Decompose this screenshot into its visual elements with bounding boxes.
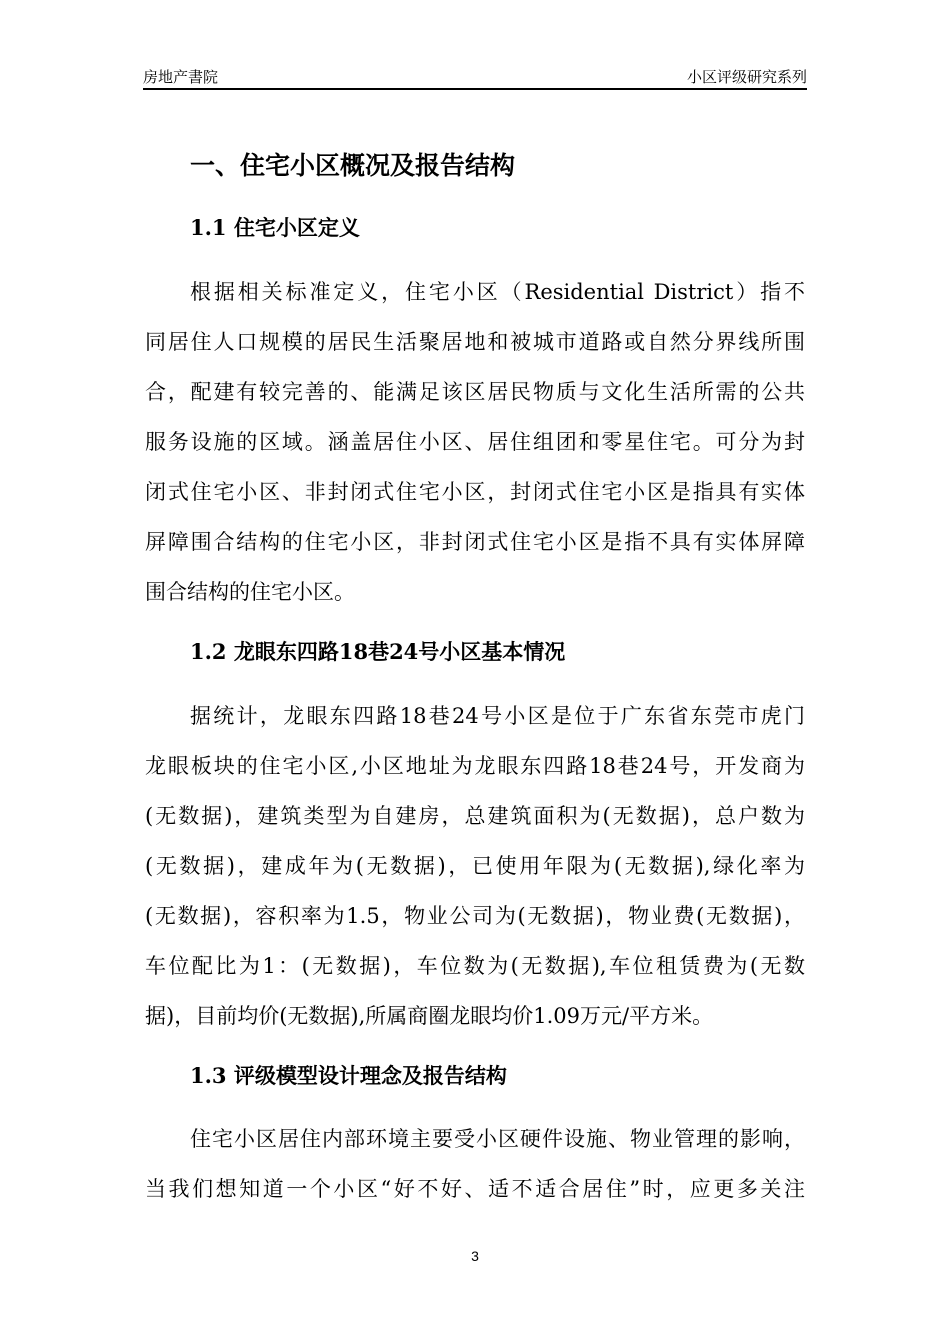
paragraph-line: 同居住人口规模的居民生活聚居地和被城市道路或自然分界线所围 — [145, 330, 805, 354]
section-title: 1.3 评级模型设计理念及报告结构 — [190, 1063, 507, 1088]
chapter-title: 一、住宅小区概况及报告结构 — [190, 151, 516, 180]
paragraph-line: 闭式住宅小区、非封闭式住宅小区，封闭式住宅小区是指具有实体 — [145, 480, 805, 504]
header-right: 小区评级研究系列 — [686, 68, 807, 86]
header-left: 房地产書院 — [143, 68, 219, 86]
paragraph-line: 龙眼板块的住宅小区,小区地址为龙眼东四路18巷24号，开发商为 — [145, 754, 805, 778]
paragraph-line: 当我们想知道一个小区“好不好、适不适合居住”时，应更多关注 — [145, 1177, 805, 1201]
paragraph-line: 据)，目前均价(无数据),所属商圈龙眼均价1.09万元/平方米。 — [145, 1004, 714, 1028]
paragraph-line: 住宅小区居住内部环境主要受小区硬件设施、物业管理的影响， — [190, 1127, 805, 1151]
paragraph-line: 服务设施的区域。涵盖居住小区、居住组团和零星住宅。可分为封 — [145, 430, 805, 454]
paragraph-line: 围合结构的住宅小区。 — [145, 580, 355, 604]
paragraph-line: (无数据)，建成年为(无数据)，已使用年限为(无数据),绿化率为 — [145, 854, 805, 878]
paragraph-line: 根据相关标准定义，住宅小区（Residential District）指不 — [190, 280, 805, 304]
paragraph-line: (无数据)，容积率为1.5，物业公司为(无数据)，物业费(无数据)， — [145, 904, 805, 928]
section-title: 1.2 龙眼东四路18巷24号小区基本情况 — [190, 639, 566, 664]
paragraph-line: 合，配建有较完善的、能满足该区居民物质与文化生活所需的公共 — [145, 380, 805, 404]
paragraph-line: 屏障围合结构的住宅小区，非封闭式住宅小区是指不具有实体屏障 — [145, 530, 805, 554]
paragraph-line: 据统计，龙眼东四路18巷24号小区是位于广东省东莞市虎门 — [190, 704, 805, 728]
header-divider — [143, 88, 807, 90]
page-number: 3 — [471, 1248, 479, 1264]
paragraph-line: 车位配比为1：(无数据)，车位数为(无数据),车位租赁费为(无数 — [145, 954, 805, 978]
paragraph-line: (无数据)，建筑类型为自建房，总建筑面积为(无数据)，总户数为 — [145, 804, 805, 828]
section-title: 1.1 住宅小区定义 — [190, 215, 360, 240]
